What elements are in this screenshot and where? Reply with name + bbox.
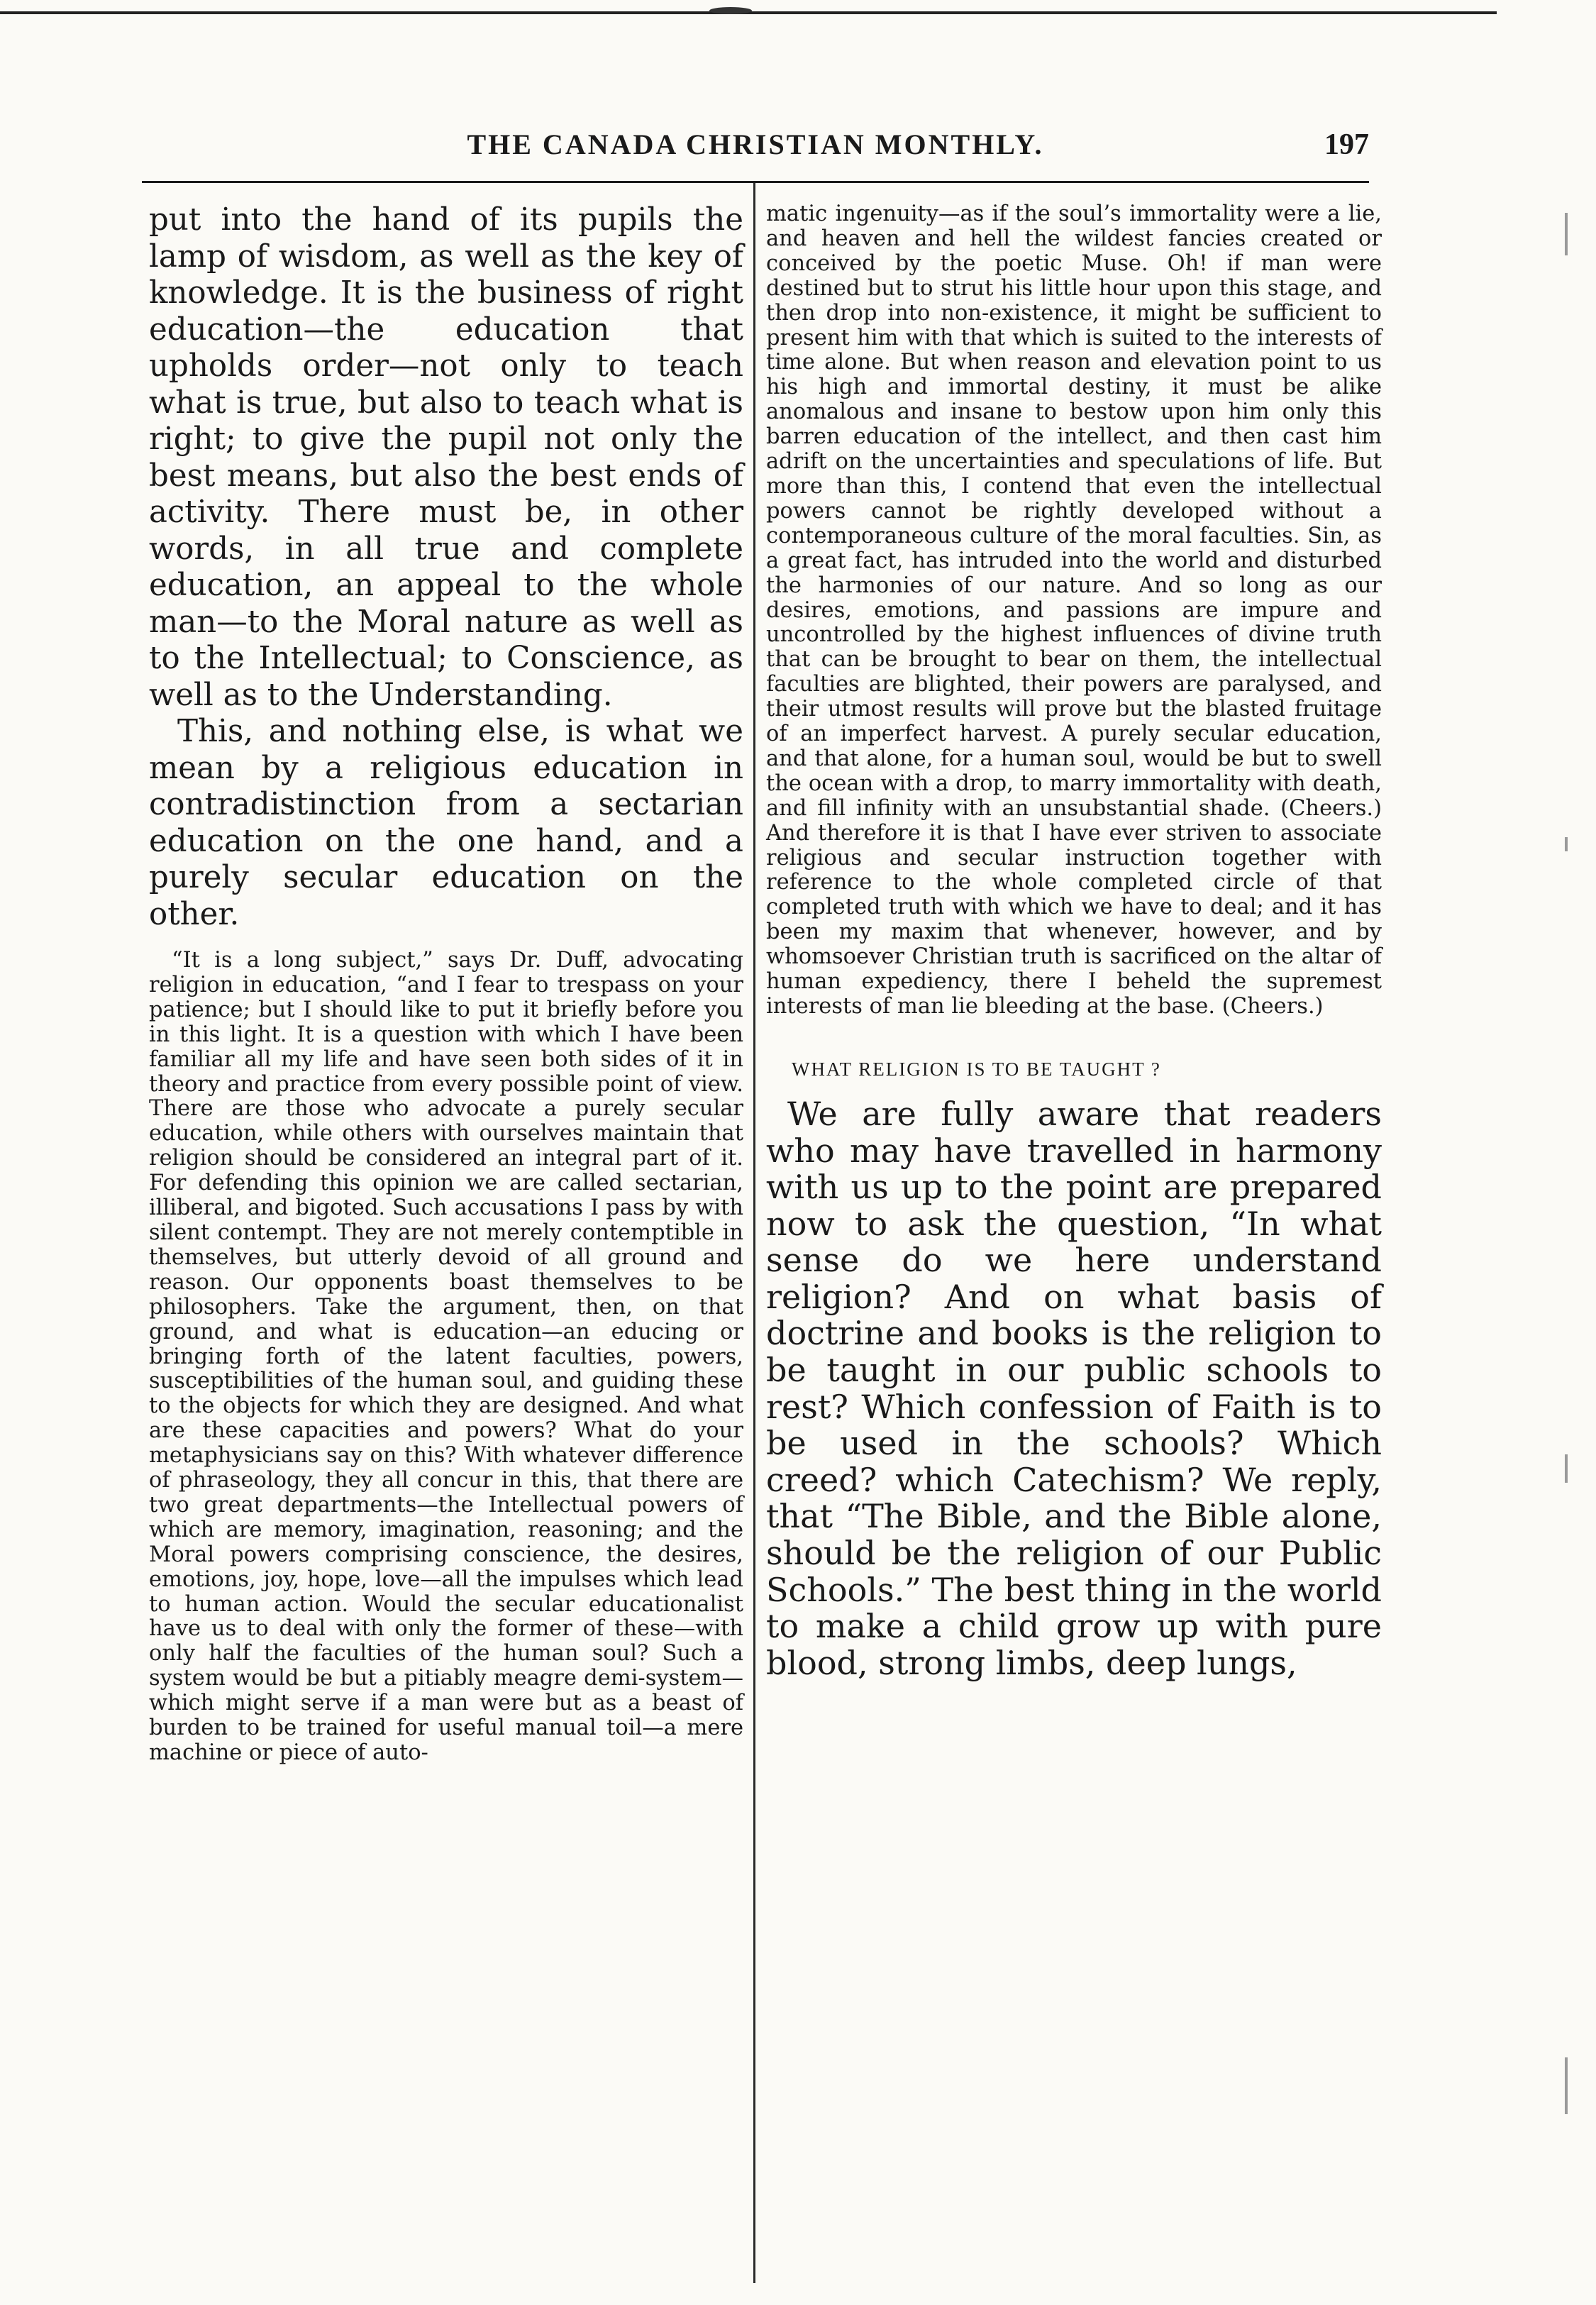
body-paragraph-3: We are fully aware that readers who may have travelled in harmony with us up to the point are prepared now to ask the question, “In what sense do we here understand religion? And on what basis of doctrine and books is the religion to be taught in our public schools to rest? Which confession of Faith is to be used in the schools? Which creed? which Catechism? We reply, that “The Bible, and the Bible alone, should be the religion of our Public Schools.” The best thing in the world to make a child grow up with pure blood, strong limbs, deep lungs, [766, 1094, 1382, 1682]
page-header [142, 128, 1369, 177]
body-paragraph-1: put into the hand of its pupils the lamp of wisdom, as well as the key of knowledge. It is the business of right education—the education that upholds order—not only to teach what is true, but also to teach what is right; to give the pupil not only the best means, but also the best ends of activity. There must be, in other words, in all true and complete education, an appeal to the whole man—to the Moral nature as well as to the Intellectual; to Conscience, as well as to the Understanding. [149, 202, 743, 713]
right-column [766, 202, 1382, 1681]
top-border-rule [0, 11, 1497, 14]
section-heading: WHAT RELIGION IS TO BE TAUGHT ? [792, 1058, 1161, 1080]
running-title: THE CANADA CHRISTIAN MONTHLY. [467, 128, 1044, 160]
column-divider [753, 183, 755, 2283]
left-column [149, 202, 743, 1766]
quoted-speech: “It is a long subject,” says Dr. Duff, advocating religion in education, “and I fear to trespass on your patience; but I should like to put it briefly before you in this light. It is a question with which I have been familiar all my life and have seen both sides of it in theory and practice from every possible point of view. There are those who advocate a purely secular education, while others with ourselves maintain that religion should be considered an integral part of it. For defending this opinion we are called sectarian, illiberal, and bigoted. Such accusations I pass by with silent contempt. They are not merely contemptible in themselves, but utterly devoid of all ground and reason. Our opponents boast themselves to be philosophers. Take the argument, then, on that ground, and what is education—an educing or bringing forth of the latent faculties, powers, susceptibilities of the human soul, and guiding these to the objects for which they are designed. And what are these capacities and powers? What do your metaphysicians say on this? With whatever difference of phraseology, they all concur in this, that there are two great departments—the Intellectual powers of which are memory, imagination, reasoning; and the Moral powers comprising conscience, the desires, emotions, joy, hope, love—all the impulses which lead to human action. Would the secular educationalist have us to deal with only the former of these—with only half the faculties of the human soul? Such a system would be but a pitiably meagre demi-system—which might serve if a man were but as a beast of burden to be trained for useful manual toil—a mere machine or piece of auto- [149, 948, 743, 1765]
page-number: 197 [1324, 128, 1369, 161]
margin-speck [1565, 837, 1568, 851]
margin-speck [1565, 1454, 1568, 1483]
margin-speck [1565, 2057, 1568, 2114]
header-rule [142, 181, 1369, 183]
body-paragraph-2: This, and nothing else, is what we mean by a religious education in contradistinction from a sectarian education on the one hand, and a purely secular education on the other. [149, 714, 743, 932]
margin-speck [1565, 213, 1568, 255]
quoted-speech-continued: matic ingenuity—as if the soul’s immortality were a lie, and heaven and hell the wildest fancies created or conceived by the poetic Muse. Oh! if man were destined but to strut his little hour upon this stage, and then drop into non-existence, it might be sufficient to present him with that which is suited to the interests of time alone. But when reason and elevation point to us his high and immortal destiny, it must be alike anomalous and insane to bestow upon him only this barren education of the intellect, and then cast him adrift on the uncertainties and speculations of life. But more than this, I contend that even the intellectual powers cannot be rightly developed without a contemporaneous culture of the moral faculties. Sin, as a great fact, has intruded into the world and disturbed the harmonies of our nature. And so long as our desires, emotions, and passions are impure and uncontrolled by the highest influences of divine truth that can be brought to bear on them, the intellectual faculties are blighted, their powers are paralysed, and their utmost results will prove but the blasted fruitage of an imperfect harvest. A purely secular education, and that alone, for a human soul, would be but to swell the ocean with a drop, to marry immortality with death, and fill infinity with an unsubstantial shade. (Cheers.) And therefore it is that I have ever striven to associate religious and secular instruction together with reference to the whole completed circle of that completed truth with which we have to deal; and it has been my maxim that whenever, however, and by whomsoever Christian truth is sacrificed on the altar of human expediency, there I beheld the supremest interests of man lie bleeding at the base. (Cheers.) [766, 201, 1382, 1019]
